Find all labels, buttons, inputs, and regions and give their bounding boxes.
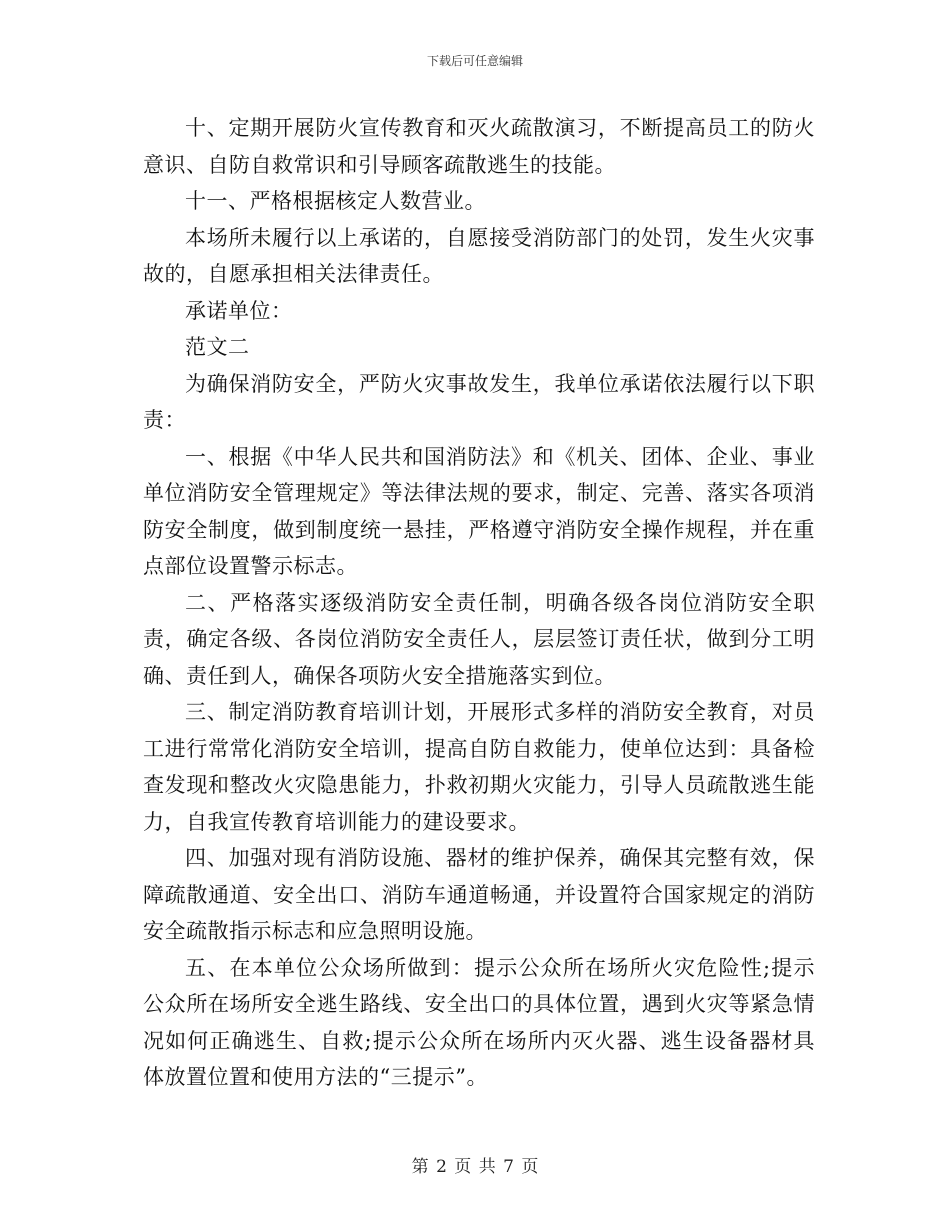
paragraph: 五、在本单位公众场所做到：提示公众所在场所火灾危险性;提示公众所在场所安全逃生路线、安全出口的具体位置，遇到火灾等紧急情况如何正确逃生、自救;提示公众所在场所内灭火器、逃生设备器材具体放置位置和使用方法的“三提示”。 bbox=[143, 955, 815, 1089]
paragraph: 四、加强对现有消防设施、器材的维护保养，确保其完整有效，保障疏散通道、安全出口、消防车通道畅通，并设置符合国家规定的消防安全疏散指示标志和应急照明设施。 bbox=[143, 846, 815, 943]
section-heading: 范文二 bbox=[185, 335, 250, 359]
document-body bbox=[143, 110, 815, 1096]
paragraph: 承诺单位： bbox=[185, 298, 293, 323]
paragraph: 十一、严格根据核定人数营业。 bbox=[185, 189, 486, 213]
paragraph: 十、定期开展防火宣传教育和灭火疏散演习，不断提高员工的防火意识、自防自救常识和引导顾客疏散逃生的技能。 bbox=[143, 116, 815, 177]
page-number: 第 2 页 共 7 页 bbox=[411, 1157, 539, 1177]
paragraph: 一、根据《中华人民共和国消防法》和《机关、团体、企业、事业单位消防安全管理规定》等法律法规的要求，制定、完善、落实各项消防安全制度，做到制度统一悬挂，严格遵守消防安全操作规程，并在重点部位设置警示标志。 bbox=[143, 444, 815, 578]
page-header: 下载后可任意编辑 bbox=[426, 54, 523, 68]
paragraph: 二、严格落实逐级消防安全责任制，明确各级各岗位消防安全职责，确定各级、各岗位消防安全责任人，层层签订责任状，做到分工明确、责任到人，确保各项防火安全措施落实到位。 bbox=[143, 590, 815, 688]
paragraph: 本场所未履行以上承诺的，自愿接受消防部门的处罚，发生火灾事故的，自愿承担相关法律责任。 bbox=[143, 225, 815, 286]
paragraph: 三、制定消防教育培训计划，开展形式多样的消防安全教育，对员工进行常常化消防安全培训，提高自防自救能力，使单位达到：具备检查发现和整改火灾隐患能力，扑救初期火灾能力，引导人员疏散逃生能力，自我宣传教育培训能力的建设要求。 bbox=[143, 700, 815, 834]
paragraph: 为确保消防安全，严防火灾事故发生，我单位承诺依法履行以下职责： bbox=[143, 371, 815, 432]
